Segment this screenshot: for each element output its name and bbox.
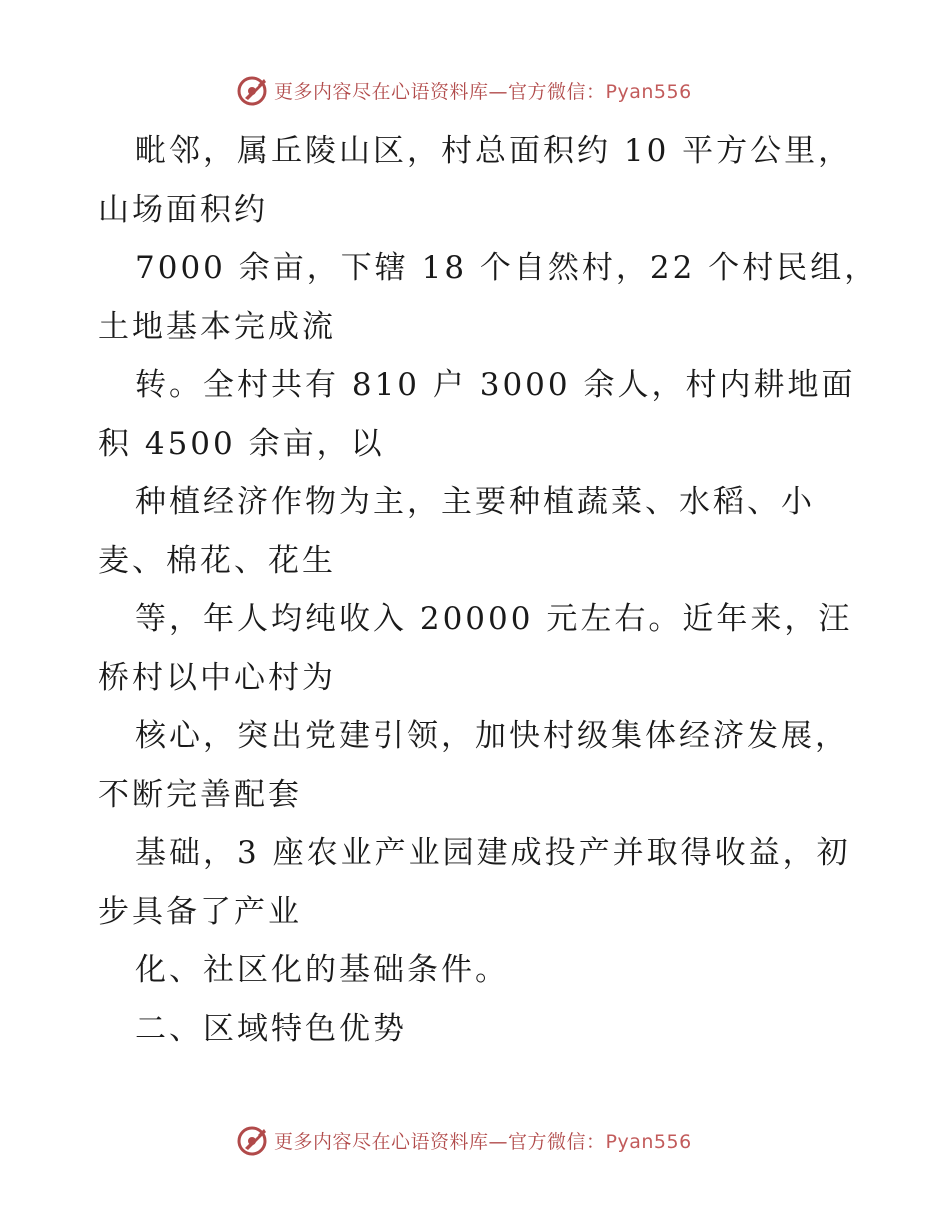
paragraph-line: 化、社区化的基础条件。 xyxy=(135,952,509,988)
paragraph-line: 核心，突出党建引领，加快村级集体经济发展， xyxy=(135,718,849,754)
paragraph-line: 转。全村共有 810 户 3000 余人，村内耕地面 xyxy=(135,367,856,403)
paragraph-line: 二、区域特色优势 xyxy=(135,1010,407,1047)
paragraph-line: 步具备了产业 xyxy=(98,893,302,930)
paragraph-line: 山场面积约 xyxy=(98,191,268,228)
feather-logo-icon xyxy=(236,73,270,107)
footer-watermark xyxy=(236,1122,692,1158)
watermark-text: 更多内容尽在心语资料库—官方微信：Pyan556 xyxy=(274,1130,692,1153)
paragraph-line: 等，年人均纯收入 20000 元左右。近年来，汪 xyxy=(135,601,853,637)
watermark-handle: Pyan556 xyxy=(605,80,692,103)
feather-logo-icon xyxy=(236,1123,270,1157)
paragraph-line: 种植经济作物为主，主要种植蔬菜、水稻、小 xyxy=(135,484,815,520)
watermark-handle: Pyan556 xyxy=(605,1130,692,1153)
paragraph-line: 麦、棉花、花生 xyxy=(98,542,336,579)
paragraph-line: 7000 余亩，下辖 18 个自然村，22 个村民组， xyxy=(135,250,879,286)
paragraph-line: 基础，3 座农业产业园建成投产并取得收益，初 xyxy=(135,835,851,871)
document-body xyxy=(98,122,879,1058)
paragraph-line: 积 4500 余亩，以 xyxy=(98,425,385,462)
paragraph-line: 毗邻，属丘陵山区，村总面积约 10 平方公里， xyxy=(135,133,853,169)
paragraph-line: 土地基本完成流 xyxy=(98,308,336,345)
paragraph-line: 不断完善配套 xyxy=(98,776,302,813)
header-watermark xyxy=(236,72,692,108)
watermark-text: 更多内容尽在心语资料库—官方微信：Pyan556 xyxy=(274,80,692,103)
paragraph-line: 桥村以中心村为 xyxy=(98,659,336,696)
